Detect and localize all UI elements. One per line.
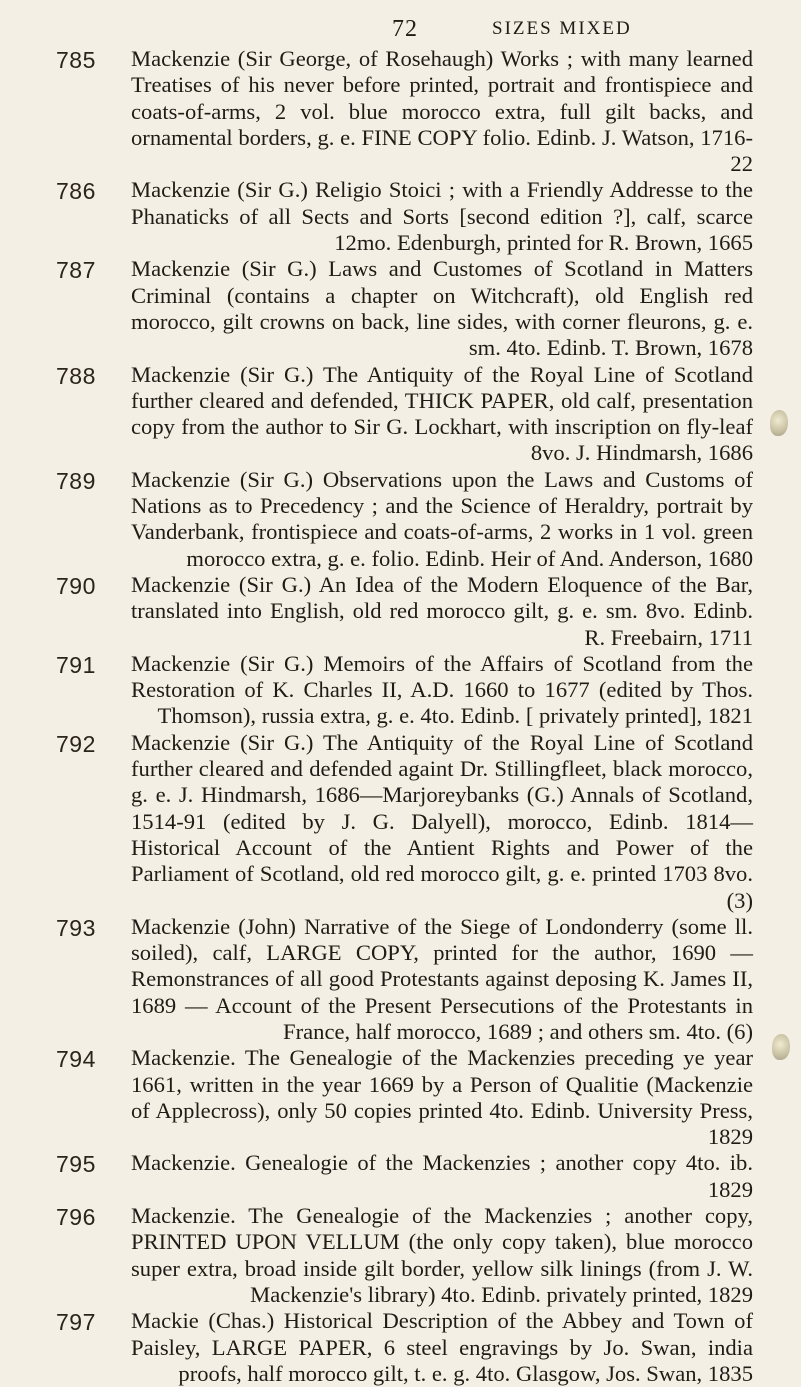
catalogue-entry [0,730,801,914]
catalogue-entry [0,362,801,467]
lot-number: 791 [56,651,96,678]
lot-description: Mackenzie (Sir G.) The Antiquity of the Royal Line of Scotland further cleared and defended, THICK PAPER, old calf, presentation copy from the author to Sir G. Lockhart, with inscription on fly-leaf 8vo. J. Hindmarsh, 1686 [131,361,753,466]
lot-description: Mackenzie (Sir G.) Observations upon the Laws and Customs of Nations as to Precedency ; and the Science of Heraldry, portrait by Vanderbank, frontispiece and coats-of-arms, 2 works in 1 vol. green morocco extra, g. e. folio. Edinb. Heir of And. Anderson, 1680 [131,466,753,571]
lot-description: Mackenzie (John) Narrative of the Siege of Londonderry (some ll. soiled), calf, LARGE COPY, printed for the author, 1690 — Remonstrances of all good Protestants against deposing K. James II, 1689 — Account of the Present Persecutions of the Protestants in France, half morocco, 1689 ; and others sm. 4to. (6) [131,913,753,1044]
lot-description: Mackenzie. The Genealogie of the Mackenzies ; another copy, PRINTED UPON VELLUM (the only copy taken), blue morocco super extra, broad inside gilt border, yellow silk linings (from J. W. Mackenzie's library) 4to. Edinb. privately printed, 1829 [131,1203,753,1307]
page-header [0,16,801,44]
paper-stain-mark [770,410,788,436]
lot-number: 792 [56,730,96,757]
catalogue-entry [0,467,801,572]
catalogue-entry [0,46,801,177]
page-number: 72 [392,16,418,42]
catalogue-entry [0,914,801,1045]
catalogue-entry [0,1150,801,1203]
lot-number: 788 [56,362,96,389]
lot-description: Mackenzie. Genealogie of the Mackenzies ; another copy 4to. ib. 1829 [131,1150,753,1202]
catalogue-entry [0,572,801,651]
lot-description: Mackenzie (Sir G.) Laws and Customes of Scotland in Matters Criminal (contains a chapter on Witchcraft), old English red morocco, gilt crowns on back, line sides, with corner fleurons, g. e. sm. 4to. Edinb. T. Brown, 1678 [131,256,753,361]
lot-number: 793 [56,914,96,941]
lot-description: Mackenzie (Sir George, of Rosehaugh) Works ; with many learned Treatises of his never before printed, portrait and frontispiece and coats-of-arms, 2 vol. blue morocco extra, full gilt backs, and ornamental borders, g. e. FINE COPY folio. Edinb. J. Watson, 1716-22 [131,46,753,177]
catalogue-entries [0,46,801,1387]
lot-description: Mackenzie (Sir G.) The Antiquity of the Royal Line of Scotland further cleared and defended againt Dr. Stillingfleet, black morocco, g. e. J. Hindmarsh, 1686—Marjoreybanks (G.) Annals of Scotland, 1514-91 (edited by J. G. Dalyell), morocco, Edinb. 1814—Historical Account of the Antient Rights and Power of the Parliament of Scotland, old red morocco gilt, g. e. printed 1703 8vo. (3) [131,729,753,913]
lot-number: 797 [56,1309,96,1336]
catalogue-entry [0,1308,801,1387]
catalogue-entry [0,651,801,730]
catalogue-entry [0,177,801,256]
lot-number: 794 [56,1046,96,1073]
lot-number: 796 [56,1204,96,1231]
lot-number: 786 [56,178,96,205]
lot-number: 789 [56,467,96,494]
lot-description: Mackie (Chas.) Historical Description of the Abbey and Town of Paisley, LARGE PAPER, 6 steel engravings by Jo. Swan, india proofs, half morocco gilt, t. e. g. 4to. Glasgow, Jos. Swan, 1835 [131,1308,753,1386]
lot-description: Mackenzie. The Genealogie of the Mackenzies preceding ye year 1661, written in the year 1669 by a Person of Qualitie (Mackenzie of Applecross), only 50 copies printed 4to. Edinb. University Press, 1829 [131,1045,753,1150]
catalogue-entry [0,1045,801,1150]
catalogue-entry [0,1203,801,1308]
lot-number: 787 [56,257,96,284]
lot-description: Mackenzie (Sir G.) Religio Stoici ; with a Friendly Addresse to the Phanaticks of all Sects and Sorts [second edition ?], calf, scarce 12mo. Edenburgh, printed for R. Brown, 1665 [131,177,753,256]
lot-description: Mackenzie (Sir G.) Memoirs of the Affairs of Scotland from the Restoration of K. Charles II, A.D. 1660 to 1677 (edited by Thos. Thomson), russia extra, g. e. 4to. Edinb. [ privately printed], 1821 [131,650,753,729]
lot-number: 790 [56,572,96,599]
running-head: SIZES MIXED [492,18,632,39]
lot-description: Mackenzie (Sir G.) An Idea of the Modern Eloquence of the Bar, translated into English, old red morocco gilt, g. e. sm. 8vo. Edinb. R. Freebairn, 1711 [131,571,753,650]
lot-number: 785 [56,47,96,73]
lot-number: 795 [56,1151,96,1178]
paper-stain-mark [772,1034,790,1060]
catalogue-entry [0,256,801,361]
